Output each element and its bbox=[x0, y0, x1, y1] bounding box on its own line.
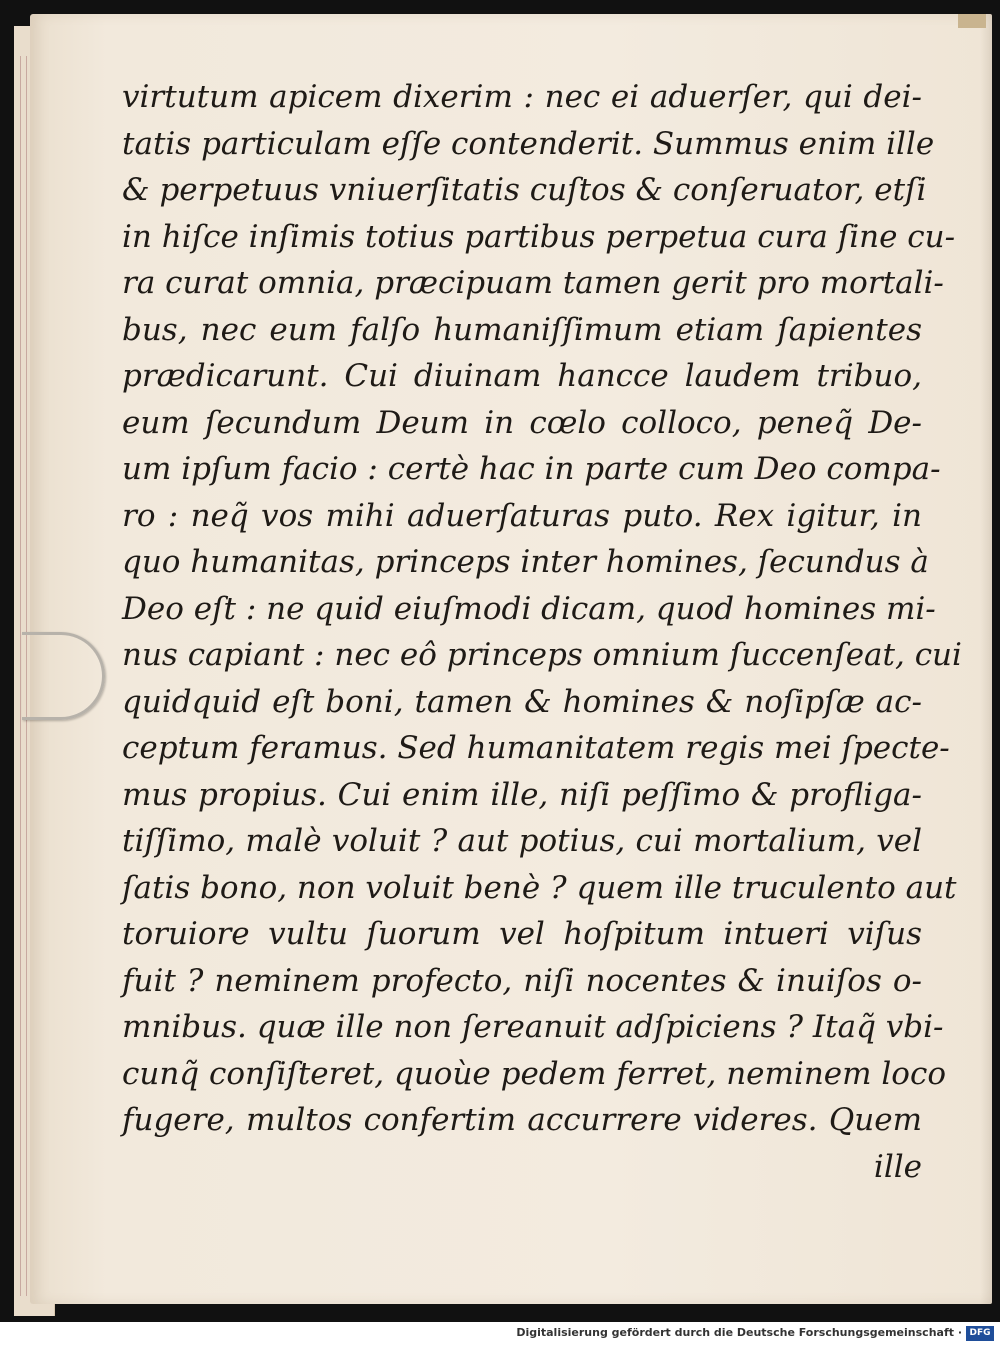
page-edge-shadow bbox=[980, 14, 992, 1304]
text-line: tiſſimo, malè voluit ? aut potius, cui mortalium, vel bbox=[122, 823, 922, 859]
text-line: prædicarunt. Cui diuinam hancce laudem tribuo, bbox=[122, 358, 922, 394]
text-line: mus propius. Cui enim ille, niſi peſſimo & profliga- bbox=[122, 776, 922, 813]
text-line: ſatis bono, non voluit benè ? quem ille truculento aut bbox=[122, 869, 957, 906]
text-line: virtutum apicem dixerim : nec ei aduerſer, qui dei- bbox=[122, 79, 922, 115]
footer-bar bbox=[0, 1322, 1000, 1346]
text-line: in hiſce inſimis totius partibus perpetua cura ſine cu- bbox=[122, 218, 956, 255]
text-line: ceptum feramus. Sed humanitatem regis mei ſpecte- bbox=[122, 730, 950, 766]
catchword: ille bbox=[873, 1148, 922, 1185]
digitization-credit: Digitalisierung gefördert durch die Deutsche Forschungsgemeinschaft · bbox=[516, 1326, 962, 1339]
page-edge-line bbox=[20, 56, 21, 1296]
text-line: mnibus. quæ ille non ſereanuit adſpiciens ? Itaq̃ vbi- bbox=[122, 1009, 944, 1045]
text-line: um ipſum facio : certè hac in parte cum Deo compa- bbox=[122, 451, 941, 487]
text-line: cunq̃ conſiſteret, quoùe pedem ferret, neminem loco bbox=[122, 1055, 946, 1092]
text-line: fugere, multos confertim accurrere videres. Quem bbox=[122, 1102, 922, 1138]
text-line: quidquid eſt boni, tamen & homines & noſipſæ ac- bbox=[122, 683, 922, 720]
text-line: nus capiant : nec eô princeps omnium ſuccenſeat, cui bbox=[122, 637, 962, 673]
text-line: eum ſecundum Deum in cœlo colloco, peneq̃ De- bbox=[122, 404, 922, 441]
paper-clip-icon bbox=[22, 632, 105, 720]
text-line: tatis particulam eſſe contenderit. Summus enim ille bbox=[122, 125, 935, 162]
text-line: toruiore vultu ſuorum vel hoſpitum intueri viſus bbox=[122, 916, 922, 952]
text-line: ro : neq̃ vos mihi aduerſaturas puto. Rex igitur, in bbox=[122, 497, 922, 534]
corner-tab bbox=[958, 14, 986, 28]
body-text bbox=[122, 74, 962, 1190]
text-line: ra curat omnia, præcipuam tamen gerit pro mortali- bbox=[122, 265, 944, 301]
dfg-logo: DFG bbox=[966, 1326, 994, 1341]
text-line: fuit ? neminem profecto, niſi nocentes & inuiſos o- bbox=[122, 962, 922, 999]
text-line: & perpetuus vniuerſitatis cuſtos & conſeruator, etſi bbox=[122, 172, 927, 208]
text-line: quo humanitas, princeps inter homines, ſecundus à bbox=[122, 544, 929, 580]
book-page bbox=[30, 14, 992, 1304]
text-line: bus, nec eum falſo humaniſſimum etiam ſapientes bbox=[122, 311, 922, 348]
text-line: Deo eſt : ne quid eiuſmodi dicam, quod homines mi- bbox=[122, 590, 936, 627]
